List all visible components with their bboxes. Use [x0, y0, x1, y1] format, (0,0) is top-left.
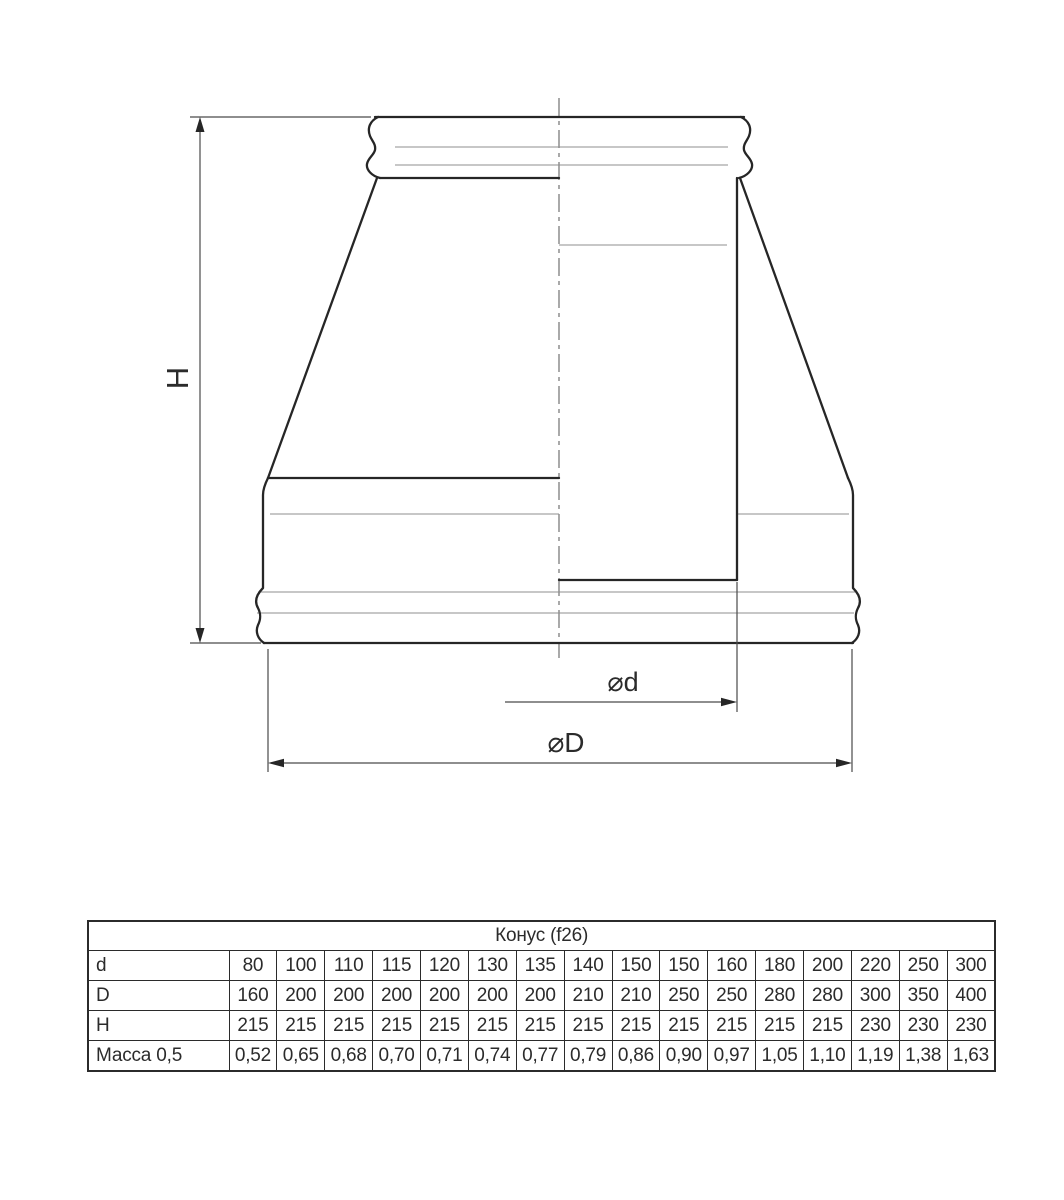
arrowhead-up — [196, 117, 205, 132]
value-cell: 215 — [516, 1011, 564, 1041]
value-cell: 215 — [564, 1011, 612, 1041]
row-label: Масса 0,5 — [88, 1041, 229, 1072]
cone-left-slope — [268, 178, 377, 478]
table-row — [88, 981, 995, 1011]
value-cell: 250 — [708, 981, 756, 1011]
value-cell: 0,97 — [708, 1041, 756, 1072]
table-row — [88, 1011, 995, 1041]
row-label: H — [88, 1011, 229, 1041]
value-cell: 200 — [325, 981, 373, 1011]
value-cell: 215 — [804, 1011, 852, 1041]
value-cell: 230 — [947, 1011, 995, 1041]
value-cell: 160 — [229, 981, 277, 1011]
value-cell: 280 — [804, 981, 852, 1011]
value-cell: 300 — [851, 981, 899, 1011]
value-cell: 1,19 — [851, 1041, 899, 1072]
value-cell: 210 — [612, 981, 660, 1011]
value-cell: 1,10 — [804, 1041, 852, 1072]
height-label: H — [160, 366, 195, 390]
inner-diameter-label: ⌀d — [607, 667, 639, 697]
seam-lines — [257, 147, 855, 613]
value-cell: 215 — [421, 1011, 469, 1041]
row-label: D — [88, 981, 229, 1011]
outer-diameter-label: ⌀D — [547, 727, 585, 758]
value-cell: 250 — [899, 951, 947, 981]
value-cell: 80 — [229, 951, 277, 981]
collar-right-crimp — [739, 117, 752, 178]
arrowhead-left — [268, 759, 284, 768]
value-cell: 140 — [564, 951, 612, 981]
value-cell: 210 — [564, 981, 612, 1011]
value-cell: 200 — [804, 951, 852, 981]
value-cell: 200 — [421, 981, 469, 1011]
value-cell: 0,86 — [612, 1041, 660, 1072]
value-cell: 215 — [325, 1011, 373, 1041]
value-cell: 1,63 — [947, 1041, 995, 1072]
value-cell: 200 — [516, 981, 564, 1011]
value-cell: 0,90 — [660, 1041, 708, 1072]
value-cell: 200 — [277, 981, 325, 1011]
value-cell: 100 — [277, 951, 325, 981]
cone-right-slope — [740, 178, 848, 478]
value-cell: 130 — [468, 951, 516, 981]
value-cell: 0,74 — [468, 1041, 516, 1072]
value-cell: 110 — [325, 951, 373, 981]
value-cell: 0,68 — [325, 1041, 373, 1072]
arrowhead-down — [196, 628, 205, 643]
value-cell: 0,65 — [277, 1041, 325, 1072]
cone-outline — [256, 117, 860, 643]
skirt-right-edge — [848, 478, 860, 643]
value-cell: 0,52 — [229, 1041, 277, 1072]
value-cell: 120 — [421, 951, 469, 981]
value-cell: 350 — [899, 981, 947, 1011]
table-row — [88, 1041, 995, 1072]
dimension-outer-diameter — [268, 649, 852, 772]
collar-left-crimp — [367, 117, 380, 178]
value-cell: 230 — [899, 1011, 947, 1041]
table-row — [88, 951, 995, 981]
value-cell: 220 — [851, 951, 899, 981]
value-cell: 215 — [660, 1011, 708, 1041]
value-cell: 400 — [947, 981, 995, 1011]
value-cell: 215 — [468, 1011, 516, 1041]
table-header-row — [88, 921, 995, 951]
value-cell: 0,77 — [516, 1041, 564, 1072]
value-cell: 230 — [851, 1011, 899, 1041]
arrowhead-right — [721, 698, 737, 707]
value-cell: 115 — [373, 951, 421, 981]
value-cell: 1,38 — [899, 1041, 947, 1072]
value-cell: 180 — [756, 951, 804, 981]
value-cell: 160 — [708, 951, 756, 981]
value-cell: 215 — [277, 1011, 325, 1041]
spec-table — [87, 920, 996, 1072]
value-cell: 300 — [947, 951, 995, 981]
row-label: d — [88, 951, 229, 981]
value-cell: 150 — [612, 951, 660, 981]
value-cell: 1,05 — [756, 1041, 804, 1072]
value-cell: 0,70 — [373, 1041, 421, 1072]
value-cell: 150 — [660, 951, 708, 981]
table-title: Конус (f26) — [88, 921, 995, 951]
value-cell: 200 — [373, 981, 421, 1011]
value-cell: 0,71 — [421, 1041, 469, 1072]
value-cell: 215 — [708, 1011, 756, 1041]
value-cell: 215 — [612, 1011, 660, 1041]
value-cell: 215 — [373, 1011, 421, 1041]
value-cell: 215 — [756, 1011, 804, 1041]
value-cell: 135 — [516, 951, 564, 981]
dimension-height — [160, 117, 371, 643]
value-cell: 250 — [660, 981, 708, 1011]
value-cell: 280 — [756, 981, 804, 1011]
dimension-inner-diameter — [505, 582, 737, 712]
arrowhead-right — [836, 759, 852, 768]
value-cell: 200 — [468, 981, 516, 1011]
skirt-left-edge — [256, 478, 268, 643]
value-cell: 0,79 — [564, 1041, 612, 1072]
value-cell: 215 — [229, 1011, 277, 1041]
